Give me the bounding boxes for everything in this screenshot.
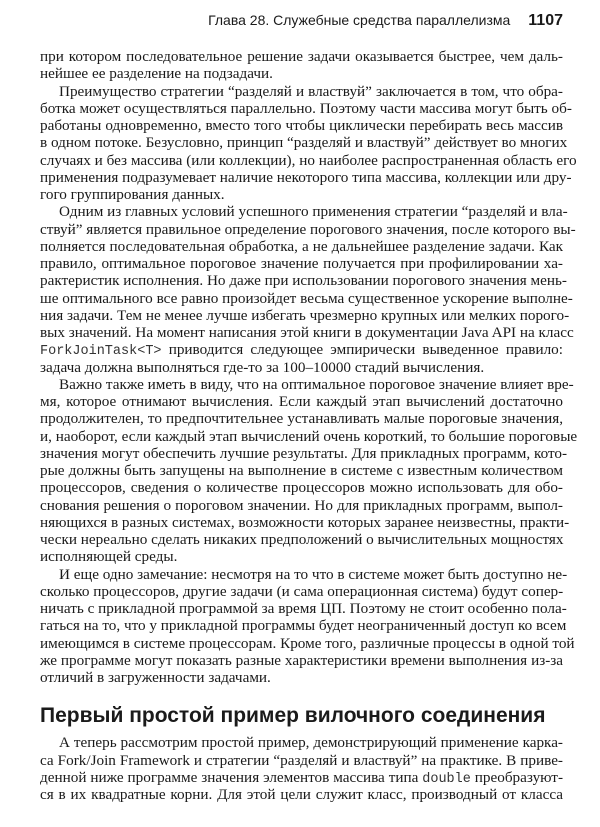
text-line: имеющимся в системе процессорам. Кроме того, различные процессы в одной той bbox=[40, 634, 575, 652]
inline-code: double bbox=[422, 771, 471, 787]
text-line: ше оптимального все равно произойдет весьма существенное ускорение выполне- bbox=[40, 289, 573, 307]
text-line: исполняющей среды. bbox=[40, 548, 178, 566]
text-line: правило, оптимальное пороговое значение получается при профилировании ха- bbox=[40, 255, 563, 272]
text-line: мя, которое отнимают вычисления. Если каждый этап вычислений достаточно bbox=[40, 393, 563, 410]
text-line: в одном потоке. Безусловно, принцип “разделяй и властвуй” действует во многих bbox=[40, 134, 568, 152]
text-line: работаны одновременно, вместо того чтобы циклически перебирать весь массив bbox=[40, 117, 563, 134]
text-line: ботка может осуществляться параллельно. Поэтому части массива могут быть об- bbox=[40, 99, 572, 117]
text-line: А теперь рассмотрим простой пример, демонстрирующий применение карка- bbox=[59, 734, 563, 752]
text-line: Преимущество стратегии “разделяй и властвуй” заключается в том, что обра- bbox=[59, 82, 563, 100]
text-line: процессоров, сведения о количестве процессоров можно использовать для обо- bbox=[40, 479, 563, 497]
text-line: ствуй” является правильное определение порогового значения, после которого вы- bbox=[40, 220, 576, 238]
paragraph bbox=[40, 375, 578, 566]
text-line: же программе могут показать разные характеристики времени выполнения из-за bbox=[40, 651, 563, 669]
text-line: полняется последовательная обработка, а не дальнейшее разделение задачи. Как bbox=[40, 237, 563, 255]
text-line: отличий в загруженности задачами. bbox=[40, 669, 271, 686]
text-line: гаться на то, что у прикладной программы будет неограниченный доступ ко всем bbox=[40, 617, 567, 635]
text-line: значения могут обеспечить лучшие результаты. Для прикладных программ, кото- bbox=[40, 444, 568, 462]
text-line: чески нереально сделать никаких предположений о вычислительных мощностях bbox=[40, 531, 564, 548]
text-line: и, наоборот, если каждый этап вычислений очень короткий, то большие пороговые bbox=[40, 427, 578, 445]
text-segment: приводится следующее эмпирически выведенное правило: bbox=[161, 341, 563, 359]
text-line: применения подразумевает наличие некоторого типа массива, коллекции или дру- bbox=[40, 168, 572, 186]
text-line: продолжителен, то предпочтительнее устанавливать малые пороговые значения, bbox=[40, 410, 563, 428]
text-segment: денной ниже программе значения элементов массива типа bbox=[40, 768, 423, 786]
text-line: рые должны быть запущены на выполнение в системе с известным количеством bbox=[40, 462, 563, 479]
text-line: Одним из главных условий успешного применения стратегии “разделяй и вла- bbox=[59, 203, 568, 221]
page-body bbox=[40, 48, 578, 803]
text-line: задача должна выполняться где-то за 100–10000 стадий вычисления. bbox=[40, 358, 485, 376]
chapter-title: Глава 28. Служебные средства параллелизма bbox=[208, 12, 511, 28]
section-heading: Первый простой пример вилочного соединения bbox=[40, 704, 546, 728]
inline-code: ForkJoinTask<T> bbox=[40, 344, 162, 360]
text-line: ния задачи. Тем не менее лучше избегать чрезмерно крупных или мелких порого- bbox=[40, 306, 570, 324]
paragraph bbox=[40, 203, 576, 376]
text-line: рактеристик исполнения. Но даже при использовании порогового значения мень- bbox=[40, 272, 567, 290]
paragraph bbox=[40, 734, 563, 803]
text-line: при котором последовательное решение задачи оказывается быстрее, чем даль- bbox=[40, 48, 563, 65]
paragraph bbox=[40, 565, 575, 687]
page-number: 1107 bbox=[528, 12, 563, 29]
text-line: гого группирования данных. bbox=[40, 186, 225, 203]
running-header bbox=[40, 10, 563, 31]
text-line bbox=[40, 769, 563, 786]
text-line: нейшее ее разделение на подзадачи. bbox=[40, 65, 273, 83]
text-line: вых значений. На момент написания этой книги в документации Java API на класс bbox=[40, 324, 574, 341]
text-segment: преобразуют- bbox=[470, 768, 563, 786]
text-line: случаях и без массива (или коллекции), но наиболее распространенная область его bbox=[40, 151, 577, 169]
text-line: снования решения о пороговом значении. Но для прикладных программ, выпол- bbox=[40, 496, 563, 514]
text-line: И еще одно замечание: несмотря на то что в системе может быть доступно не- bbox=[59, 565, 568, 583]
text-line: са Fork/Join Framework и стратегии “разделяй и властвуй” на практике. В приве- bbox=[40, 751, 563, 769]
text-line bbox=[40, 341, 563, 358]
text-line: няющихся в разных системах, возможности которых заранее неизвестны, практи- bbox=[40, 513, 570, 531]
text-line: ничать с прикладной программой за время ЦП. Поэтому не стоит особенно пола- bbox=[40, 600, 567, 617]
text-line: ся в их квадратные корни. Для этой цели служит класс, производный от класса bbox=[40, 786, 563, 803]
paragraph bbox=[40, 48, 563, 83]
text-line: Важно также иметь в виду, что на оптимальное пороговое значение влияет вре- bbox=[59, 375, 574, 393]
text-line: сколько процессоров, другие задачи (и сама операционная система) будут сопер- bbox=[40, 582, 564, 600]
paragraph bbox=[40, 82, 577, 204]
